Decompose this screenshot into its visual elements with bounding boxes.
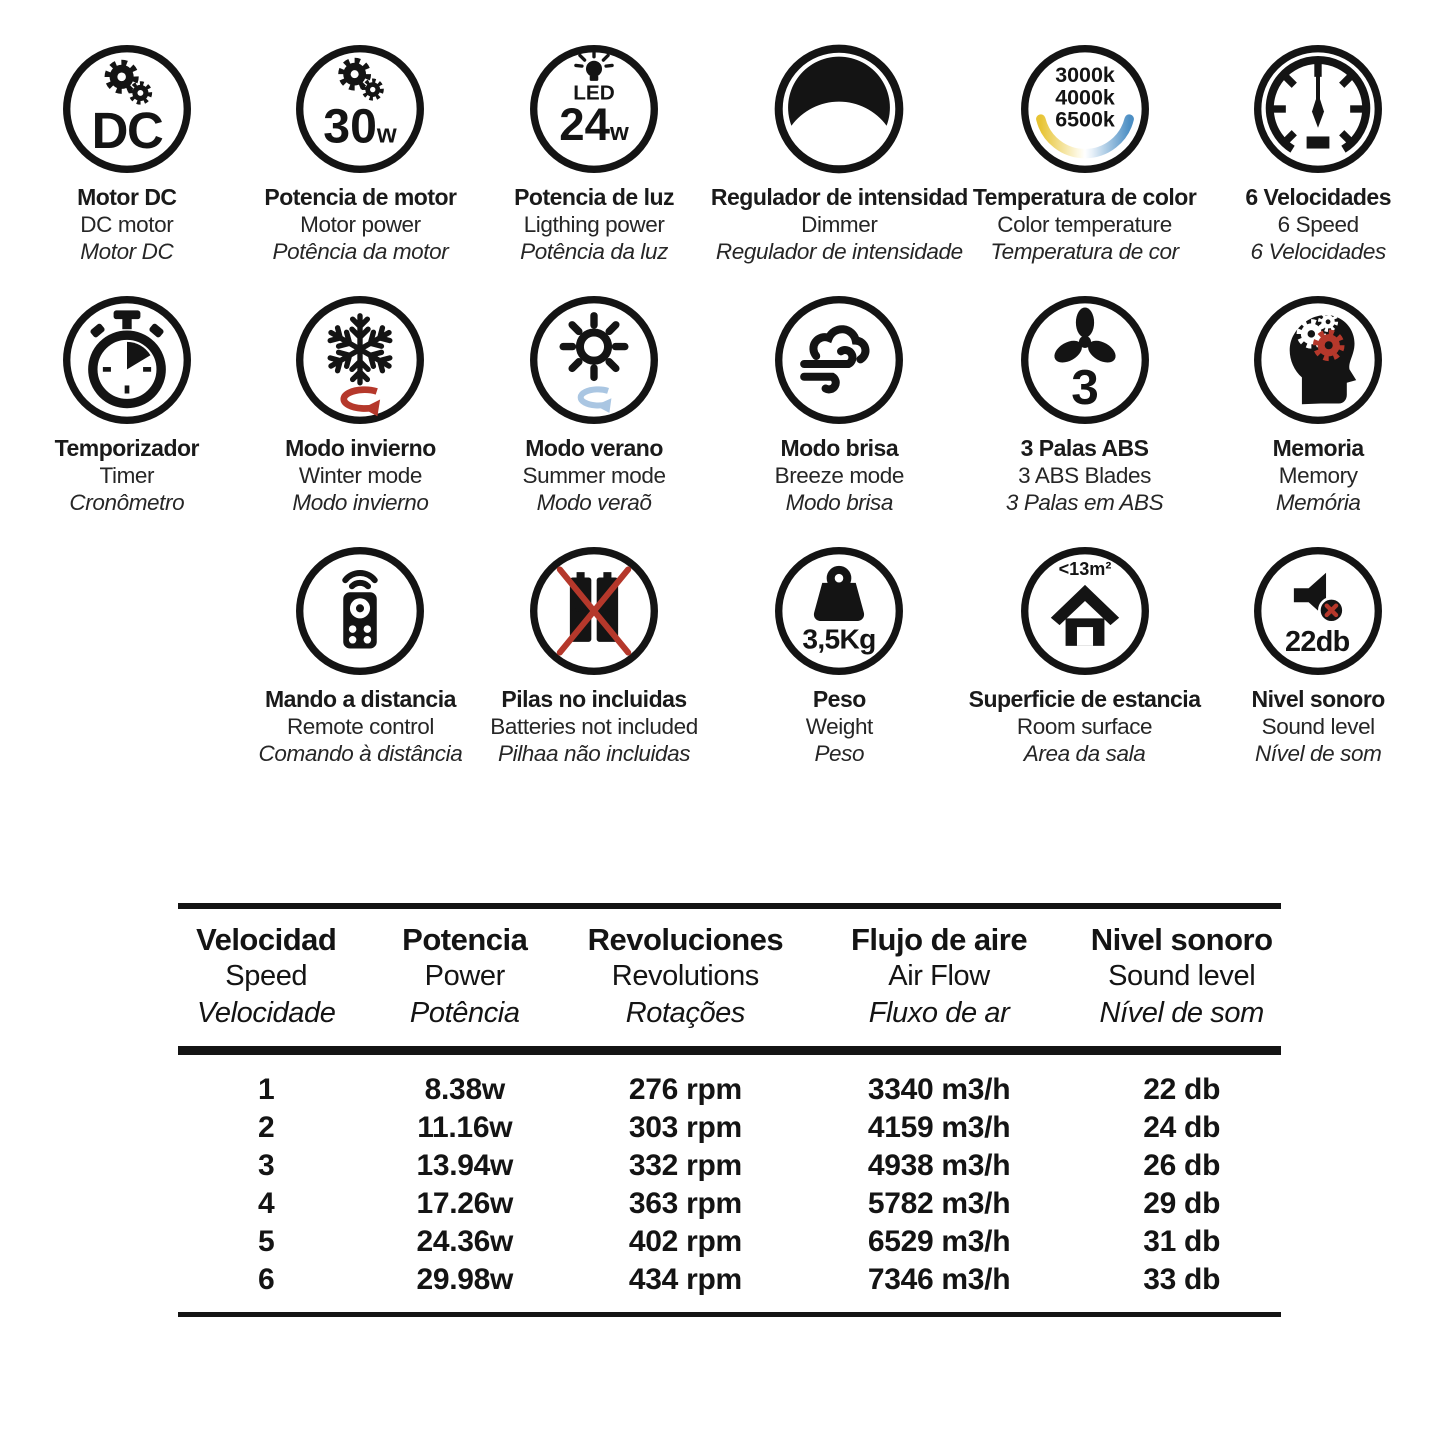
spec-table [178, 903, 1281, 1317]
cell-rpm: 363 rpm [628, 1187, 742, 1220]
feature-icon-grid [10, 42, 1435, 767]
header-en: Speed [225, 960, 308, 992]
cell-power: 8.38w [424, 1073, 505, 1106]
motor-power-icon [293, 42, 427, 176]
room-surface-value: <13m² [1058, 558, 1111, 579]
feature-labels [711, 184, 968, 265]
table-row [178, 1109, 1281, 1147]
svg-text:24w [559, 99, 629, 150]
label-pt: Potência da motor [272, 239, 449, 264]
feature-labels [806, 686, 873, 767]
motor-power-value: 30 [323, 99, 378, 154]
feature-dimmer [711, 42, 968, 265]
feature-memory [1201, 293, 1435, 516]
cell-airflow: 5782 m3/h [867, 1187, 1011, 1220]
led-tag: LED [573, 81, 615, 105]
battery-minus: - [604, 621, 611, 640]
snowflake-icon [293, 293, 427, 427]
cell-power: 29.98w [416, 1263, 514, 1296]
table-row [178, 1223, 1281, 1261]
feature-weight [711, 544, 968, 767]
feature-color-temperature [968, 42, 1202, 265]
header-es: Flujo de aire [850, 922, 1028, 957]
feature-labels [1245, 184, 1391, 265]
table-row [178, 1185, 1281, 1223]
cell-sound: 24 db [1143, 1111, 1221, 1144]
cell-power: 13.94w [416, 1149, 514, 1182]
feature-sound-level [1201, 544, 1435, 767]
label-en: 6 Speed [1277, 212, 1359, 237]
propeller-icon [1018, 293, 1152, 427]
label-pt: Modo brisa [785, 490, 893, 515]
label-pt: Memória [1275, 490, 1361, 515]
label-pt: Potência da luz [520, 239, 668, 264]
label-en: Summer mode [522, 463, 666, 488]
header-en: Revolutions [611, 960, 759, 992]
label-es: Nivel sonoro [1251, 686, 1385, 712]
cell-power: 24.36w [416, 1225, 514, 1258]
label-pt: Cronômetro [69, 490, 185, 515]
label-pt: Modo invierno [292, 490, 429, 515]
col-header-sound [1082, 921, 1281, 1032]
label-es: Pilas no incluidas [501, 686, 687, 712]
stopwatch-icon [60, 293, 194, 427]
label-en: Color temperature [997, 212, 1172, 237]
label-pt: 6 Velocidades [1250, 239, 1386, 264]
label-en: Sound level [1261, 714, 1375, 739]
label-en: Ligthing power [523, 212, 665, 237]
header-en: Sound level [1108, 960, 1256, 992]
feature-labels [514, 184, 674, 265]
header-es: Potencia [402, 922, 528, 957]
wind-cloud-icon [772, 293, 906, 427]
feature-labels [522, 435, 665, 516]
remote-control-icon [293, 544, 427, 678]
col-header-airflow [796, 921, 1083, 1032]
cell-rpm: 303 rpm [628, 1111, 742, 1144]
label-pt: Comando à distância [258, 741, 463, 766]
feature-labels [77, 184, 176, 265]
label-en: Winter mode [298, 463, 422, 488]
feature-labels [490, 686, 698, 767]
label-es: Mando a distancia [265, 686, 456, 712]
speedometer-icon [1251, 42, 1385, 176]
label-pt: Pilhaa não incluidas [497, 741, 691, 766]
feature-remote-control [244, 544, 478, 767]
feature-motor-dc [10, 42, 244, 265]
header-es: Velocidad [196, 922, 337, 957]
header-en: Power [424, 960, 505, 992]
cell-sound: 26 db [1143, 1149, 1221, 1182]
label-en: Timer [99, 463, 155, 488]
label-pt: Regulador de intensidade [715, 239, 963, 264]
temp-4000k: 4000k [1054, 85, 1115, 110]
temp-6500k: 6500k [1054, 107, 1115, 132]
cell-speed: 5 [258, 1225, 275, 1258]
header-pt: Rotações [625, 997, 746, 1029]
label-es: Modo verano [525, 435, 663, 461]
feature-breeze-mode [711, 293, 968, 516]
label-es: Temporizador [54, 435, 199, 461]
cell-sound: 31 db [1143, 1225, 1221, 1258]
blade-count: 3 [1070, 359, 1099, 416]
header-en: Air Flow [888, 960, 990, 992]
light-power-value: 24 [559, 98, 611, 150]
feature-labels [1252, 686, 1385, 767]
header-pt: Nível de som [1099, 997, 1264, 1029]
label-pt: Temperatura de cor [990, 239, 1179, 264]
label-pt: Peso [814, 741, 865, 766]
rotation-arrowhead [363, 400, 380, 417]
feature-motor-power [244, 42, 478, 265]
cell-power: 11.16w [417, 1111, 513, 1144]
label-en: DC motor [80, 212, 174, 237]
feature-labels [969, 686, 1201, 767]
cell-sound: 22 db [1143, 1073, 1221, 1106]
table-row [178, 1147, 1281, 1185]
label-es: 3 Palas ABS [1020, 435, 1149, 461]
motor-power-unit: w [377, 120, 398, 149]
dc-motor-icon [60, 42, 194, 176]
batteries-crossed-icon [527, 544, 661, 678]
header-es: Revoluciones [587, 922, 784, 957]
label-en: Room surface [1016, 714, 1153, 739]
spec-table-header [178, 909, 1281, 1055]
label-en: Memory [1278, 463, 1358, 488]
label-es: Modo invierno [285, 435, 436, 461]
battery-plus: + [603, 581, 612, 597]
col-header-speed [178, 921, 354, 1032]
light-power-unit: w [610, 118, 629, 146]
label-es: Motor DC [77, 184, 177, 210]
cell-power: 17.26w [416, 1187, 514, 1220]
temp-3000k: 3000k [1054, 63, 1115, 88]
feature-labels [55, 435, 199, 516]
label-es: Memoria [1272, 435, 1364, 461]
label-es: Modo brisa [780, 435, 899, 461]
header-es: Nivel sonoro [1090, 922, 1273, 957]
header-pt: Potência [409, 997, 520, 1029]
cell-airflow: 6529 m3/h [867, 1225, 1011, 1258]
feature-winter-mode [244, 293, 478, 516]
header-pt: Fluxo de ar [868, 997, 1010, 1029]
label-pt: Motor DC [80, 239, 174, 264]
label-es: Regulador de intensidad [710, 184, 968, 210]
battery-size-label: AAA [598, 605, 617, 616]
feature-summer-mode [477, 293, 711, 516]
sun-icon [527, 293, 661, 427]
label-es: Temperatura de color [972, 184, 1197, 210]
feature-light-power [477, 42, 711, 265]
cell-airflow: 7346 m3/h [867, 1263, 1011, 1296]
dc-badge: DC [91, 101, 163, 159]
cell-rpm: 332 rpm [628, 1149, 742, 1182]
feature-abs-blades [968, 293, 1202, 516]
cell-speed: 4 [258, 1187, 275, 1220]
cell-airflow: 4159 m3/h [867, 1111, 1011, 1144]
label-es: Superficie de estancia [968, 686, 1201, 712]
cell-sound: 29 db [1143, 1187, 1221, 1220]
cell-rpm: 402 rpm [628, 1225, 742, 1258]
label-en: Motor power [300, 212, 421, 237]
feature-batteries-not-included [477, 544, 711, 767]
spec-table-body [178, 1055, 1281, 1312]
cell-rpm: 276 rpm [628, 1073, 742, 1106]
battery-plus: + [576, 581, 585, 597]
cell-speed: 6 [258, 1263, 275, 1296]
sound-level-value: 22db [1285, 626, 1350, 659]
table-row [178, 1261, 1281, 1299]
col-header-revolutions [575, 921, 796, 1032]
label-pt: Nível de som [1254, 741, 1382, 766]
battery-size-label: AAA [571, 605, 591, 616]
cell-rpm: 434 rpm [628, 1263, 742, 1296]
label-pt: Modo veraõ [536, 490, 652, 515]
feature-labels [264, 184, 456, 265]
label-es: Peso [812, 686, 866, 712]
label-pt: 3 Palas em ABS [1005, 490, 1164, 515]
cell-airflow: 3340 m3/h [867, 1073, 1011, 1106]
label-en: Remote control [286, 714, 434, 739]
feature-labels [259, 686, 463, 767]
label-en: Breeze mode [774, 463, 905, 488]
table-row [178, 1071, 1281, 1109]
feature-labels [1006, 435, 1163, 516]
feature-six-speed [1201, 42, 1435, 265]
col-header-power [354, 921, 575, 1032]
feature-room-surface [968, 544, 1202, 767]
feature-labels [775, 435, 904, 516]
label-en: Dimmer [801, 212, 878, 237]
battery-minus: - [577, 621, 584, 640]
label-en: Batteries not included [490, 714, 698, 739]
cell-sound: 33 db [1143, 1263, 1221, 1296]
cell-speed: 2 [258, 1111, 275, 1144]
label-en: 3 ABS Blades [1018, 463, 1151, 488]
cell-speed: 1 [258, 1073, 275, 1106]
speaker-mute-icon [1251, 544, 1385, 678]
label-pt: Area da sala [1023, 741, 1146, 766]
rotation-arrowhead [595, 398, 611, 413]
svg-text:30w [324, 100, 398, 154]
header-pt: Velocidade [197, 997, 336, 1029]
feature-labels [285, 435, 436, 516]
color-temperature-icon [1018, 42, 1152, 176]
light-power-icon [527, 42, 661, 176]
label-es: Potencia de luz [514, 184, 675, 210]
feature-labels [1273, 435, 1364, 516]
label-es: Potencia de motor [264, 184, 457, 210]
dimmer-icon [772, 42, 906, 176]
feature-timer [10, 293, 244, 516]
weight-value: 3,5Kg [802, 623, 876, 655]
cell-airflow: 4938 m3/h [867, 1149, 1011, 1182]
cell-speed: 3 [258, 1149, 275, 1182]
label-en: Weight [805, 714, 873, 739]
house-icon [1018, 544, 1152, 678]
weight-icon [772, 544, 906, 678]
memory-head-icon [1251, 293, 1385, 427]
feature-labels [973, 184, 1196, 265]
label-es: 6 Velocidades [1245, 184, 1391, 210]
